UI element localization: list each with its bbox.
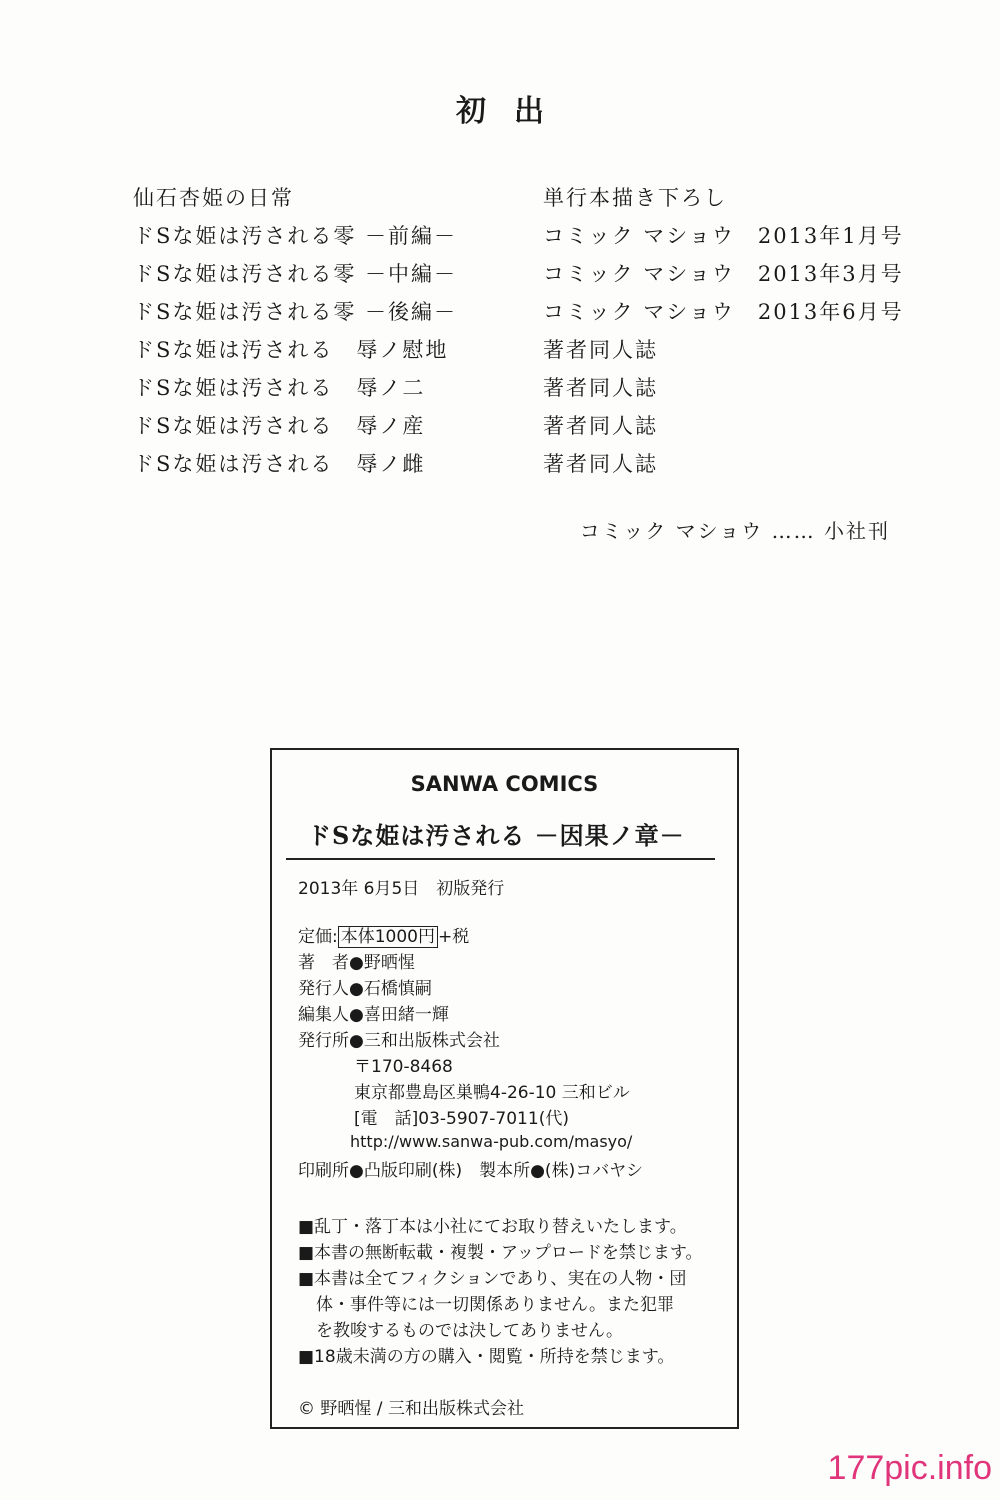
notice-line: ■本書は全てフィクションであり、実在の人物・団 [298, 1269, 687, 1289]
list-item [0, 182, 1000, 220]
publication-date: 2013年 6月5日 初版発行 [298, 879, 505, 899]
address-line: 東京都豊島区巣鴨4-26-10 三和ビル [354, 1083, 630, 1103]
list-item [0, 334, 1000, 372]
author-line: 著 者●野晒惺 [298, 953, 415, 973]
copyright-line: © 野晒惺 / 三和出版株式会社 [298, 1399, 524, 1419]
work-source: コミック マショウ 2013年6月号 [543, 300, 904, 324]
list-item [0, 410, 1000, 448]
work-source: 単行本描き下ろし [543, 186, 727, 210]
work-title: 仙石杏姫の日常 [133, 186, 294, 210]
colophon-box [270, 748, 739, 1429]
publisher-person-line: 発行人●石橋慎嗣 [298, 979, 432, 999]
postal-code: 〒170-8468 [354, 1057, 453, 1077]
price-prefix: 定価: [298, 927, 338, 947]
website-url: http://www.sanwa-pub.com/masyo/ [350, 1132, 633, 1151]
notice-line: 体・事件等には一切関係ありません。また犯罪 [316, 1295, 675, 1315]
work-title: ドSな姫は汚される 辱ノ産 [133, 414, 426, 438]
list-item [0, 296, 1000, 334]
list-item [0, 220, 1000, 258]
work-source: 著者同人誌 [543, 338, 658, 362]
first-appearance-heading: 初出 [456, 94, 572, 129]
notice-line: ■本書の無断転載・複製・アップロードを禁じます。 [298, 1243, 703, 1263]
imprint-label: SANWA COMICS [410, 772, 599, 796]
price-suffix: +税 [438, 927, 470, 947]
publisher-footnote: コミック マショウ …… 小社刊 [579, 519, 890, 543]
editor-line: 編集人●喜田緒一輝 [298, 1005, 449, 1025]
site-watermark: 177pic.info [827, 1449, 992, 1487]
phone-line: [電 話]03-5907-7011(代) [354, 1109, 569, 1129]
price-box: 本体1000円 [338, 926, 438, 948]
title-divider [286, 858, 715, 860]
work-title: ドSな姫は汚される 辱ノ雌 [133, 452, 426, 476]
list-item [0, 258, 1000, 296]
notice-line: ■乱丁・落丁本は小社にてお取り替えいたします。 [298, 1217, 687, 1237]
work-title: ドSな姫は汚される 辱ノ二 [133, 376, 426, 400]
work-title: ドSな姫は汚される零 －前編－ [133, 224, 458, 248]
work-source: 著者同人誌 [543, 414, 658, 438]
list-item [0, 372, 1000, 410]
notice-line: ■18歳未満の方の購入・閲覧・所持を禁じます。 [298, 1347, 675, 1367]
work-source: 著者同人誌 [543, 452, 658, 476]
book-title: ドSな姫は汚される －因果ノ章－ [307, 821, 685, 850]
list-item [0, 448, 1000, 486]
work-source: コミック マショウ 2013年1月号 [543, 224, 904, 248]
work-source: コミック マショウ 2013年3月号 [543, 262, 904, 286]
publisher-line: 発行所●三和出版株式会社 [298, 1031, 500, 1051]
price-line [298, 922, 469, 947]
work-title: ドSな姫は汚される零 －中編－ [133, 262, 458, 286]
notice-line: を教唆するものでは決してありません。 [316, 1321, 624, 1341]
work-title: ドSな姫は汚される零 －後編－ [133, 300, 458, 324]
work-source: 著者同人誌 [543, 376, 658, 400]
printer-line: 印刷所●凸版印刷(株) 製本所●(株)コバヤシ [298, 1161, 644, 1181]
work-title: ドSな姫は汚される 辱ノ慰地 [133, 338, 449, 362]
